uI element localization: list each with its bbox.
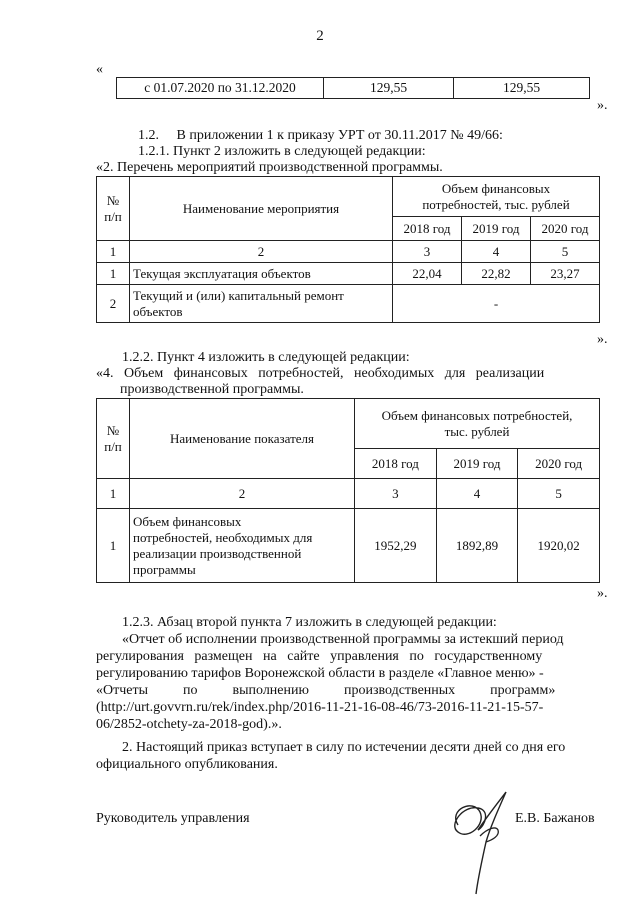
header-cell: № п/п (97, 399, 130, 479)
value-cell: 129,55 (454, 78, 590, 99)
index-cell: 2 (130, 241, 393, 263)
row-value: 22,04 (393, 263, 462, 285)
row-value: 23,27 (531, 263, 600, 285)
row-value: 1892,89 (436, 509, 518, 583)
paragraph-line: регулированию тарифов Воронежской области в разделе «Главное меню» - (96, 666, 544, 681)
activities-table (96, 176, 600, 323)
index-cell: 5 (518, 479, 600, 509)
index-cell: 3 (393, 241, 462, 263)
row-name: Текущая эксплуатация объектов (130, 263, 393, 285)
index-cell: 3 (355, 479, 437, 509)
table-row (97, 285, 600, 323)
index-cell: 1 (97, 479, 130, 509)
header-cell: № п/п (97, 177, 130, 241)
row-value-merged: - (393, 285, 600, 323)
closing-quote: ». (597, 332, 608, 347)
paragraph-line: регулирования размещен на сайте управления по государственному (96, 649, 543, 664)
closing-quote: ». (597, 98, 608, 113)
row-value: 1920,02 (518, 509, 600, 583)
year-header: 2020 год (518, 449, 600, 479)
header-cell: Объем финансовых потребностей, тыс. рублей (355, 399, 600, 449)
row-num: 1 (97, 263, 130, 285)
paragraph-line: «Отчеты по выполнению производственных программ» (96, 683, 556, 698)
paragraph-line: (http://urt.govvrn.ru/rek/index.php/2016-11-21-16-08-46/73-2016-11-21-15-57- (96, 700, 544, 715)
index-cell: 1 (97, 241, 130, 263)
paragraph-line: 2. Настоящий приказ вступает в силу по истечении десяти дней со дня его (122, 740, 566, 755)
paragraph-line: официального опубликования. (96, 757, 278, 772)
header-cell: Наименование мероприятия (130, 177, 393, 241)
period-cell: с 01.07.2020 по 31.12.2020 (117, 78, 324, 99)
subsection-heading: 1.2.3. Абзац второй пункта 7 изложить в следующей редакции: (122, 615, 497, 630)
index-cell: 4 (436, 479, 518, 509)
section-heading: 1.2. В приложении 1 к приказу УРТ от 30.11.2017 № 49/66: (138, 128, 503, 143)
year-header: 2018 год (355, 449, 437, 479)
subsection-heading: 1.2.1. Пункт 2 изложить в следующей редакции: (138, 144, 426, 159)
year-header: 2019 год (436, 449, 518, 479)
year-header: 2018 год (393, 217, 462, 241)
paragraph-line: 06/2852-otchety-za-2018-god).». (96, 717, 282, 732)
row-name: Объем финансовых потребностей, необходимых для реализации производственной программы (130, 509, 355, 583)
paragraph-line: «Отчет об исполнении производственной программы за истекший период (122, 632, 564, 647)
row-num: 1 (97, 509, 130, 583)
row-name: Текущий и (или) капитальный ремонт объектов (130, 285, 393, 323)
opening-quote: « (96, 62, 103, 77)
signer-position: Руководитель управления (96, 811, 250, 826)
financial-needs-table (96, 398, 600, 583)
paragraph-line: производственной программы. (120, 382, 304, 397)
table-row (97, 509, 600, 583)
year-header: 2020 год (531, 217, 600, 241)
table-title: «2. Перечень мероприятий производственной программы. (96, 160, 443, 175)
header-cell: Объем финансовых потребностей, тыс. рублей (393, 177, 600, 217)
paragraph-line: «4. Объем финансовых потребностей, необходимых для реализации (96, 366, 545, 381)
row-num: 2 (97, 285, 130, 323)
table-row (97, 263, 600, 285)
index-cell: 2 (130, 479, 355, 509)
closing-quote: ». (597, 586, 608, 601)
index-cell: 5 (531, 241, 600, 263)
header-cell: Наименование показателя (130, 399, 355, 479)
row-value: 1952,29 (355, 509, 437, 583)
subsection-heading: 1.2.2. Пункт 4 изложить в следующей редакции: (122, 350, 410, 365)
page-number: 2 (316, 28, 324, 44)
year-header: 2019 год (462, 217, 531, 241)
value-cell: 129,55 (324, 78, 454, 99)
index-cell: 4 (462, 241, 531, 263)
signer-name: Е.В. Бажанов (515, 811, 595, 826)
top-table (116, 77, 590, 99)
row-value: 22,82 (462, 263, 531, 285)
signature-image (418, 770, 528, 900)
